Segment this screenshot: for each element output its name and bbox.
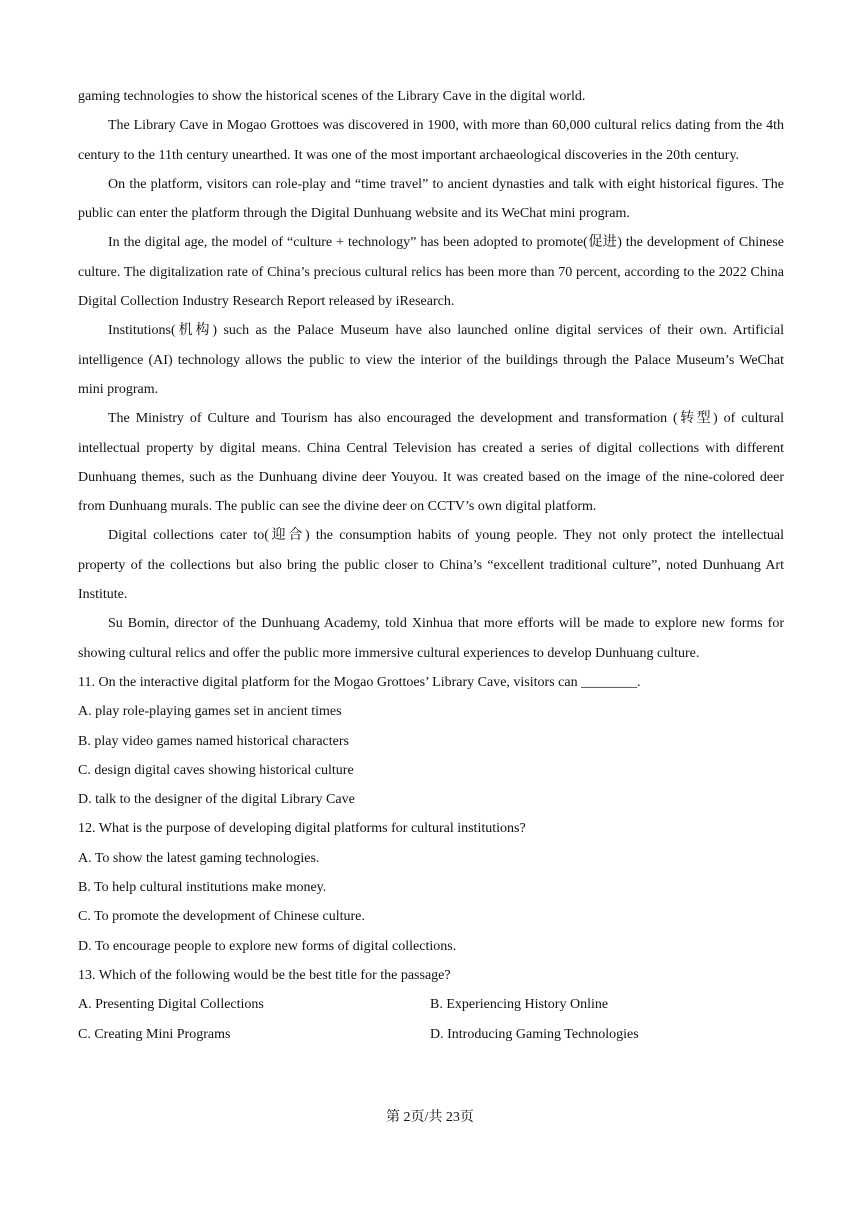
question-13-stem: 13. Which of the following would be the best title for the passage? [78, 967, 451, 983]
question-11-option-a: A. play role-playing games set in ancient times [78, 704, 342, 720]
question-12-stem: 12. What is the purpose of developing digital platforms for cultural institutions? [78, 821, 526, 837]
question-12-option-a: A. To show the latest gaming technologies. [78, 850, 320, 866]
passage-paragraph-1: The Library Cave in Mogao Grottoes was discovered in 1900, with more than 60,000 cultural relics dating from the 4th century to the 11th century unearthed. It was one of the most important archaeological discoveries in the 20th century. [78, 118, 784, 163]
question-12-option-d: D. To encourage people to explore new forms of digital collections. [78, 938, 457, 954]
question-13-options-row-2 [78, 1020, 784, 1049]
document-page [78, 82, 784, 1049]
question-11-stem: 11. On the interactive digital platform for the Mogao Grottoes’ Library Cave, visitors can ________. [78, 674, 641, 690]
question-11-option-b: B. play video games named historical characters [78, 733, 349, 749]
question-12-option-c: C. To promote the development of Chinese culture. [78, 909, 365, 925]
question-11-option-c: C. design digital caves showing historical culture [78, 762, 354, 778]
question-13-option-a: A. Presenting Digital Collections [78, 997, 264, 1013]
passage-paragraph-3: In the digital age, the model of “culture + technology” has been adopted to promote(促进) the development of Chinese culture. The digitalization rate of China’s precious cultural relics has been more than 70 percent, according to the 2022 China Digital Collection Industry Research Report released by iResearch. [78, 235, 784, 310]
question-12-option-b: B. To help cultural institutions make money. [78, 880, 327, 896]
passage-paragraph-5: The Ministry of Culture and Tourism has also encouraged the development and transformation (转型) of cultural intellectual property by digital means. China Central Television has created a series of digital collections with different Dunhuang themes, such as the Dunhuang divine deer Youyou. It was created based on the image of the nine-colored deer from Dunhuang murals. The public can see the divine deer on CCTV’s own digital platform. [78, 411, 784, 515]
question-13-options-row-1 [78, 990, 784, 1019]
passage-paragraph-2: On the platform, visitors can role-play and “time travel” to ancient dynasties and talk with eight historical figures. The public can enter the platform through the Digital Dunhuang website and its WeChat mini program. [78, 176, 784, 222]
question-11-option-d: D. talk to the designer of the digital Library Cave [78, 792, 355, 808]
page-number-footer: 第 2页/共 23页 [386, 1110, 474, 1125]
question-13-option-d: D. Introducing Gaming Technologies [430, 1026, 639, 1042]
passage-paragraph-continuation: gaming technologies to show the historical scenes of the Library Cave in the digital world. [78, 89, 586, 104]
question-13-option-c: C. Creating Mini Programs [78, 1026, 231, 1042]
passage-paragraph-7: Su Bomin, director of the Dunhuang Academy, told Xinhua that more efforts will be made to explore new forms for showing cultural relics and offer the public more immersive cultural experiences to develop Dunhuang culture. [78, 616, 784, 661]
question-13-option-b: B. Experiencing History Online [430, 997, 609, 1013]
passage-paragraph-6: Digital collections cater to(迎合) the consumption habits of young people. They not only protect the intellectual property of the collections but also bring the public closer to China’s “excellent traditional culture”, noted Dunhuang Art Institute. [78, 528, 784, 603]
passage-paragraph-4: Institutions(机构) such as the Palace Museum have also launched online digital services of their own. Artificial intelligence (AI) technology allows the public to view the interior of the buildings through the Palace Museum’s WeChat mini program. [78, 323, 784, 397]
